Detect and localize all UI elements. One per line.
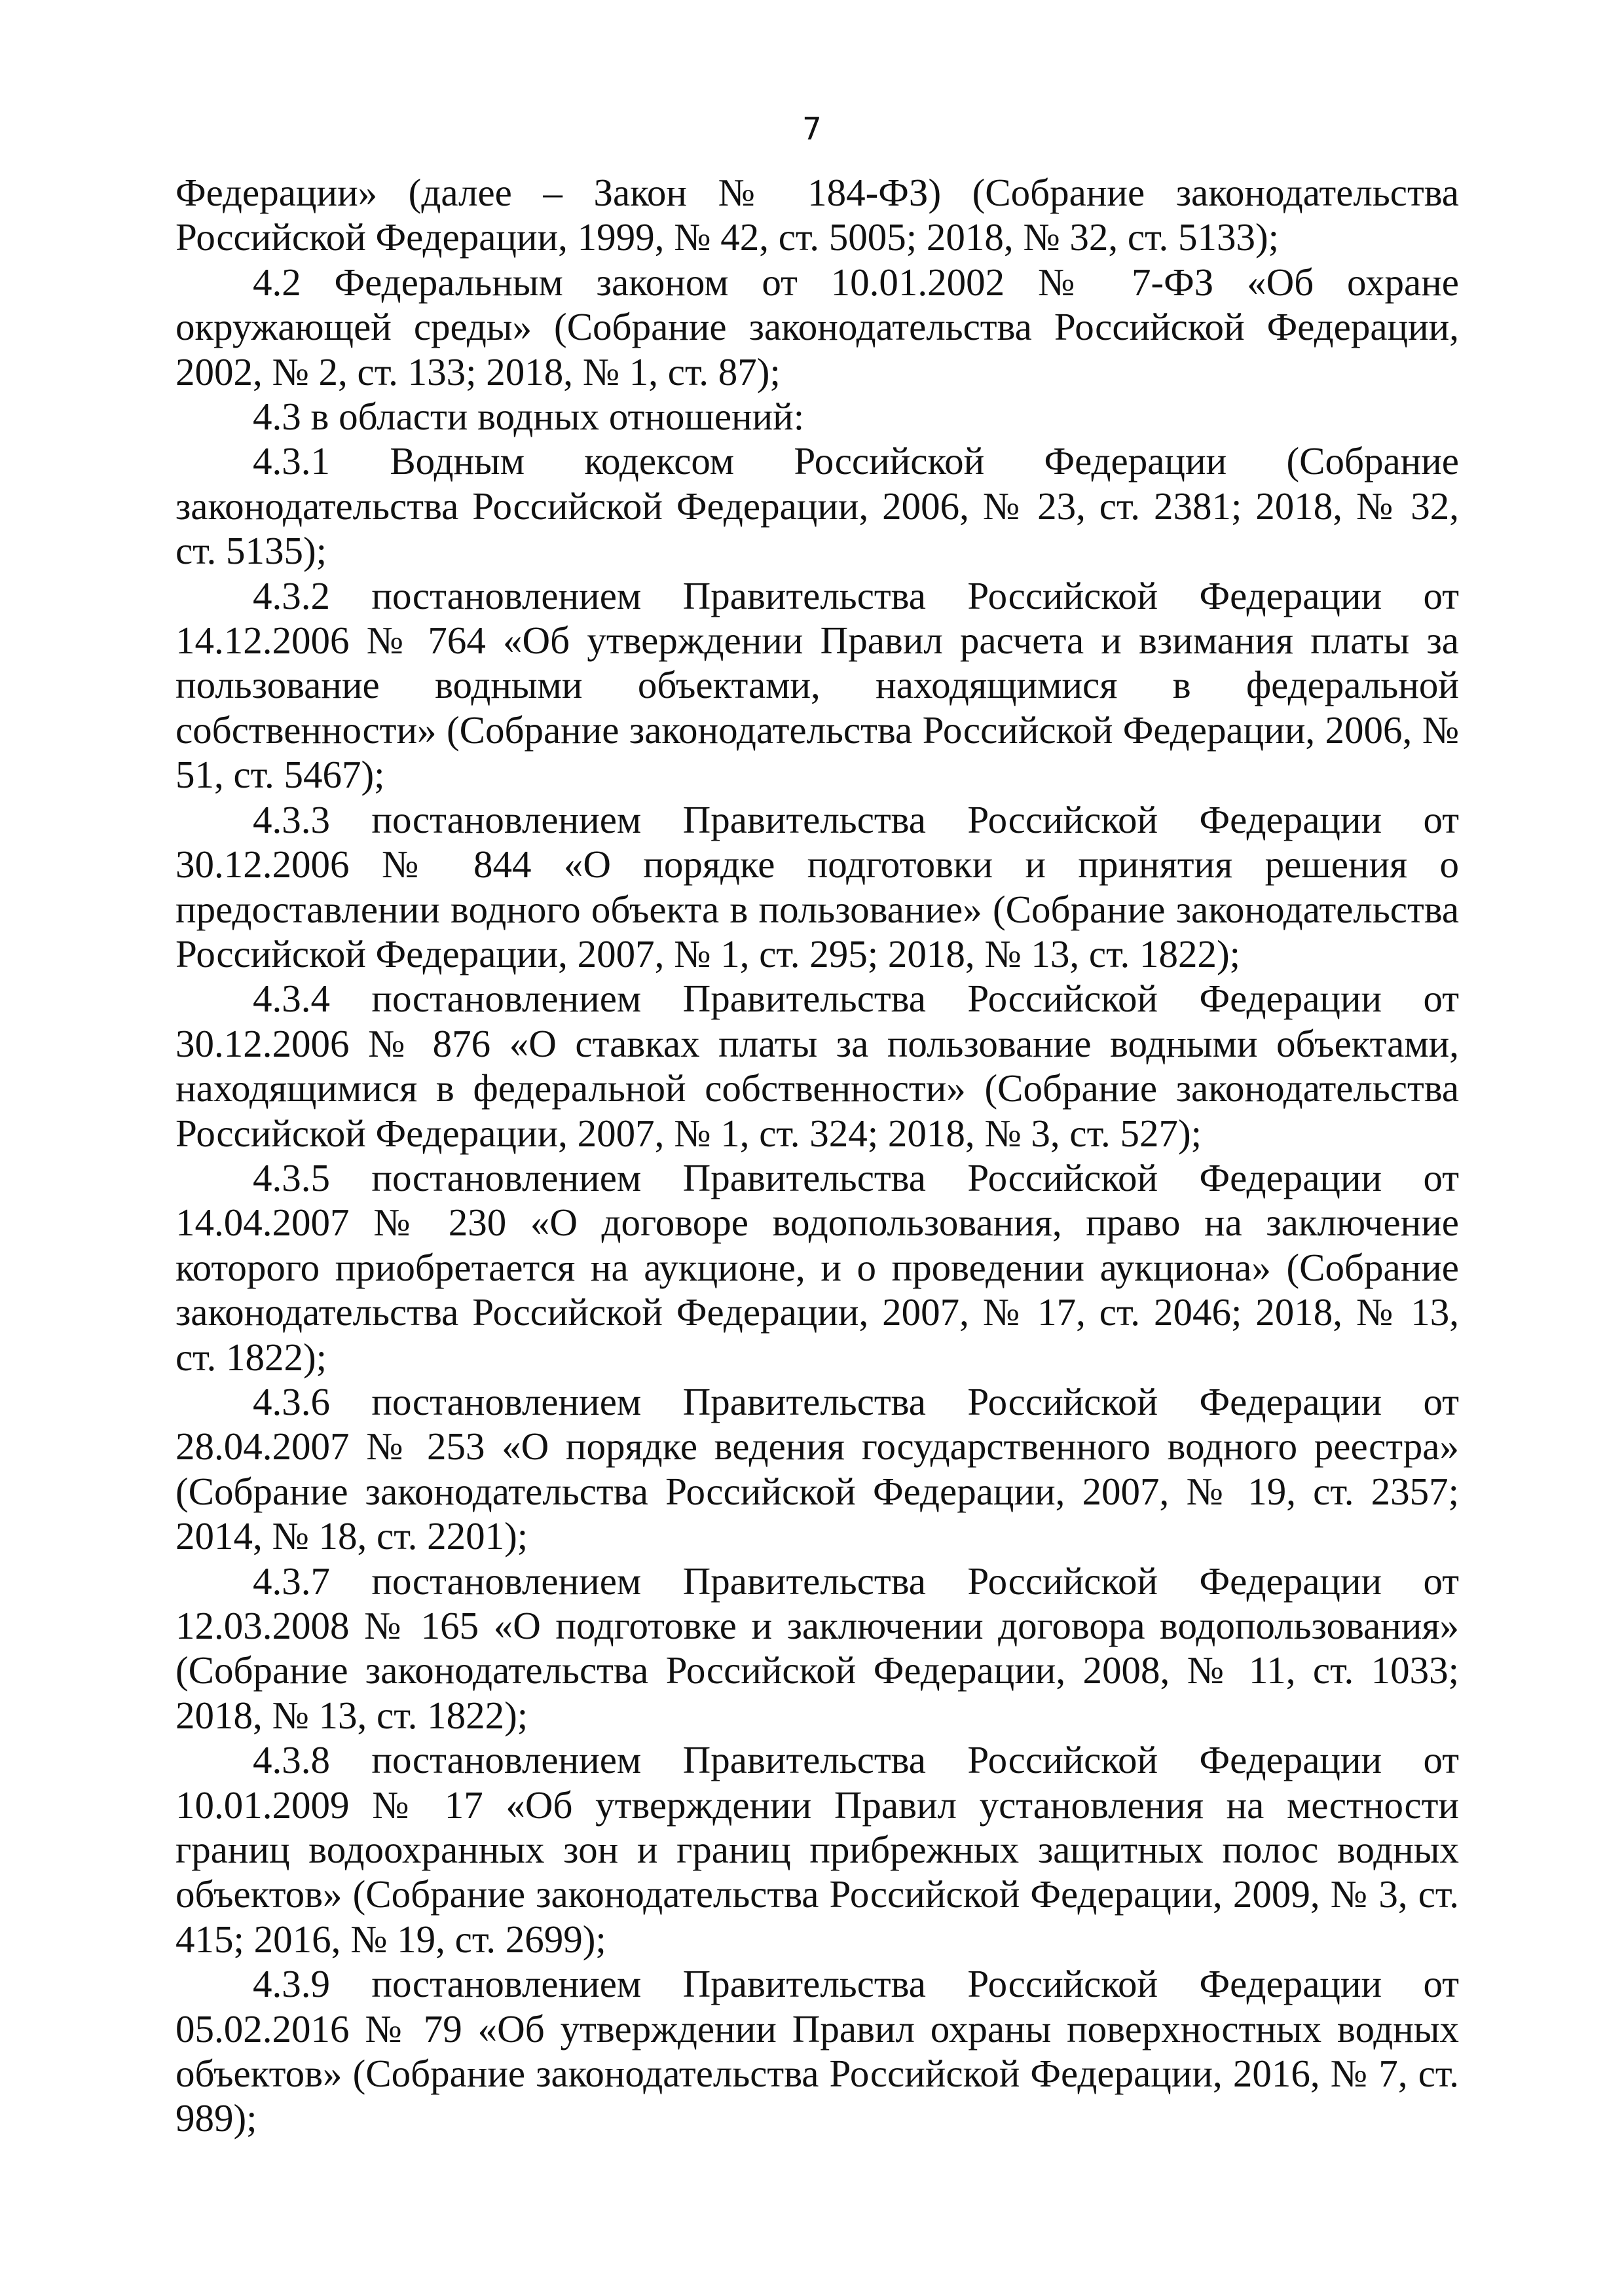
paragraph-4-3-6 <box>175 1379 1459 1559</box>
paragraph-4-3-9 <box>175 1961 1459 2141</box>
paragraph-4-3-1 <box>175 439 1459 573</box>
paragraph-text: постановлением Правительства Российской Федерации от 28.04.2007 № 253 «О порядке ведения государственного водного реестра» (Собрание законодательства Российской Федерации, 2007, № 19, ст. 2357; 2014, № 18, ст. 2201); <box>175 1379 1459 1558</box>
paragraph-text: постановлением Правительства Российской Федерации от 14.04.2007 № 230 «О договоре водопользования, право на заключение которого приобретается на аукционе, и о проведении аукциона» (Собрание законодательства Российской Федерации, 2007, № 17, ст. 2046; 2018, № 13, ст. 1822); <box>175 1156 1459 1379</box>
paragraph-number: 4.3 <box>253 395 301 439</box>
document-body <box>175 170 1459 2141</box>
paragraph-number: 4.2 <box>253 260 301 304</box>
paragraph-text: постановлением Правительства Российской Федерации от 05.02.2016 № 79 «Об утверждении Правил охраны поверхностных водных объектов» (Собрание законодательства Российской Федерации, 2016, № 7, ст. 989); <box>175 1962 1459 2140</box>
paragraph-4-3-8 <box>175 1738 1459 1961</box>
paragraph-4-3-7 <box>175 1559 1459 1738</box>
paragraph-continuation <box>175 170 1459 260</box>
paragraph-4-3-5 <box>175 1156 1459 1379</box>
paragraph-4-3-4 <box>175 976 1459 1156</box>
paragraph-number: 4.3.8 <box>253 1738 330 1782</box>
paragraph-4-3-2 <box>175 574 1459 797</box>
paragraph-text: постановлением Правительства Российской Федерации от 12.03.2008 № 165 «О подготовке и заключении договора водопользования» (Собрание законодательства Российской Федерации, 2008, № 11, ст. 1033; 2018, № 13, ст. 1822); <box>175 1559 1459 1737</box>
paragraph-text: Федерации» (далее – Закон № 184-ФЗ) (Собрание законодательства Российской Федерации, 1999, № 42, ст. 5005; 2018, № 32, ст. 5133); <box>175 171 1459 259</box>
paragraph-number: 4.3.5 <box>253 1156 330 1199</box>
paragraph-text: Водным кодексом Российской Федерации (Собрание законодательства Российской Федерации, 2006, № 23, ст. 2381; 2018, № 32, ст. 5135); <box>175 439 1459 573</box>
paragraph-number: 4.3.3 <box>253 797 330 841</box>
paragraph-text: постановлением Правительства Российской Федерации от 30.12.2006 № 876 «О ставках платы за пользование водными объектами, находящимися в федеральной собственности» (Собрание законодательства Российской Федерации, 2007, № 1, ст. 324; 2018, № 3, ст. 527); <box>175 977 1459 1155</box>
paragraph-text: в области водных отношений: <box>310 395 805 439</box>
paragraph-text: постановлением Правительства Российской Федерации от 10.01.2009 № 17 «Об утверждении Правил установления на местности границ водоохранных зон и границ прибрежных защитных полос водных объектов» (Собрание законодательства Российской Федерации, 2009, № 3, ст. 415; 2016, № 19, ст. 2699); <box>175 1738 1459 1961</box>
paragraph-number: 4.3.2 <box>253 574 330 617</box>
paragraph-number: 4.3.6 <box>253 1379 330 1423</box>
paragraph-number: 4.3.1 <box>253 439 330 483</box>
paragraph-text: постановлением Правительства Российской Федерации от 14.12.2006 № 764 «Об утверждении Правил расчета и взимания платы за пользование водными объектами, находящимися в федеральной собственности» (Собрание законодательства Российской Федерации, 2006, № 51, ст. 5467); <box>175 574 1459 797</box>
paragraph-number: 4.3.4 <box>253 977 330 1021</box>
paragraph-4-2 <box>175 260 1459 394</box>
paragraph-text: постановлением Правительства Российской Федерации от 30.12.2006 № 844 «О порядке подготовки и принятия решения о предоставлении водного объекта в пользование» (Собрание законодательства Российской Федерации, 2007, № 1, ст. 295; 2018, № 13, ст. 1822); <box>175 797 1459 975</box>
paragraph-number: 4.3.9 <box>253 1962 330 2006</box>
paragraph-4-3-3 <box>175 797 1459 977</box>
paragraph-4-3 <box>175 394 1459 439</box>
paragraph-text: Федеральным законом от 10.01.2002 № 7-ФЗ «Об охране окружающей среды» (Собрание законодательства Российской Федерации, 2002, № 2, ст. 133; 2018, № 1, ст. 87); <box>175 260 1459 393</box>
paragraph-number: 4.3.7 <box>253 1559 330 1603</box>
page-number: 7 <box>802 111 822 147</box>
